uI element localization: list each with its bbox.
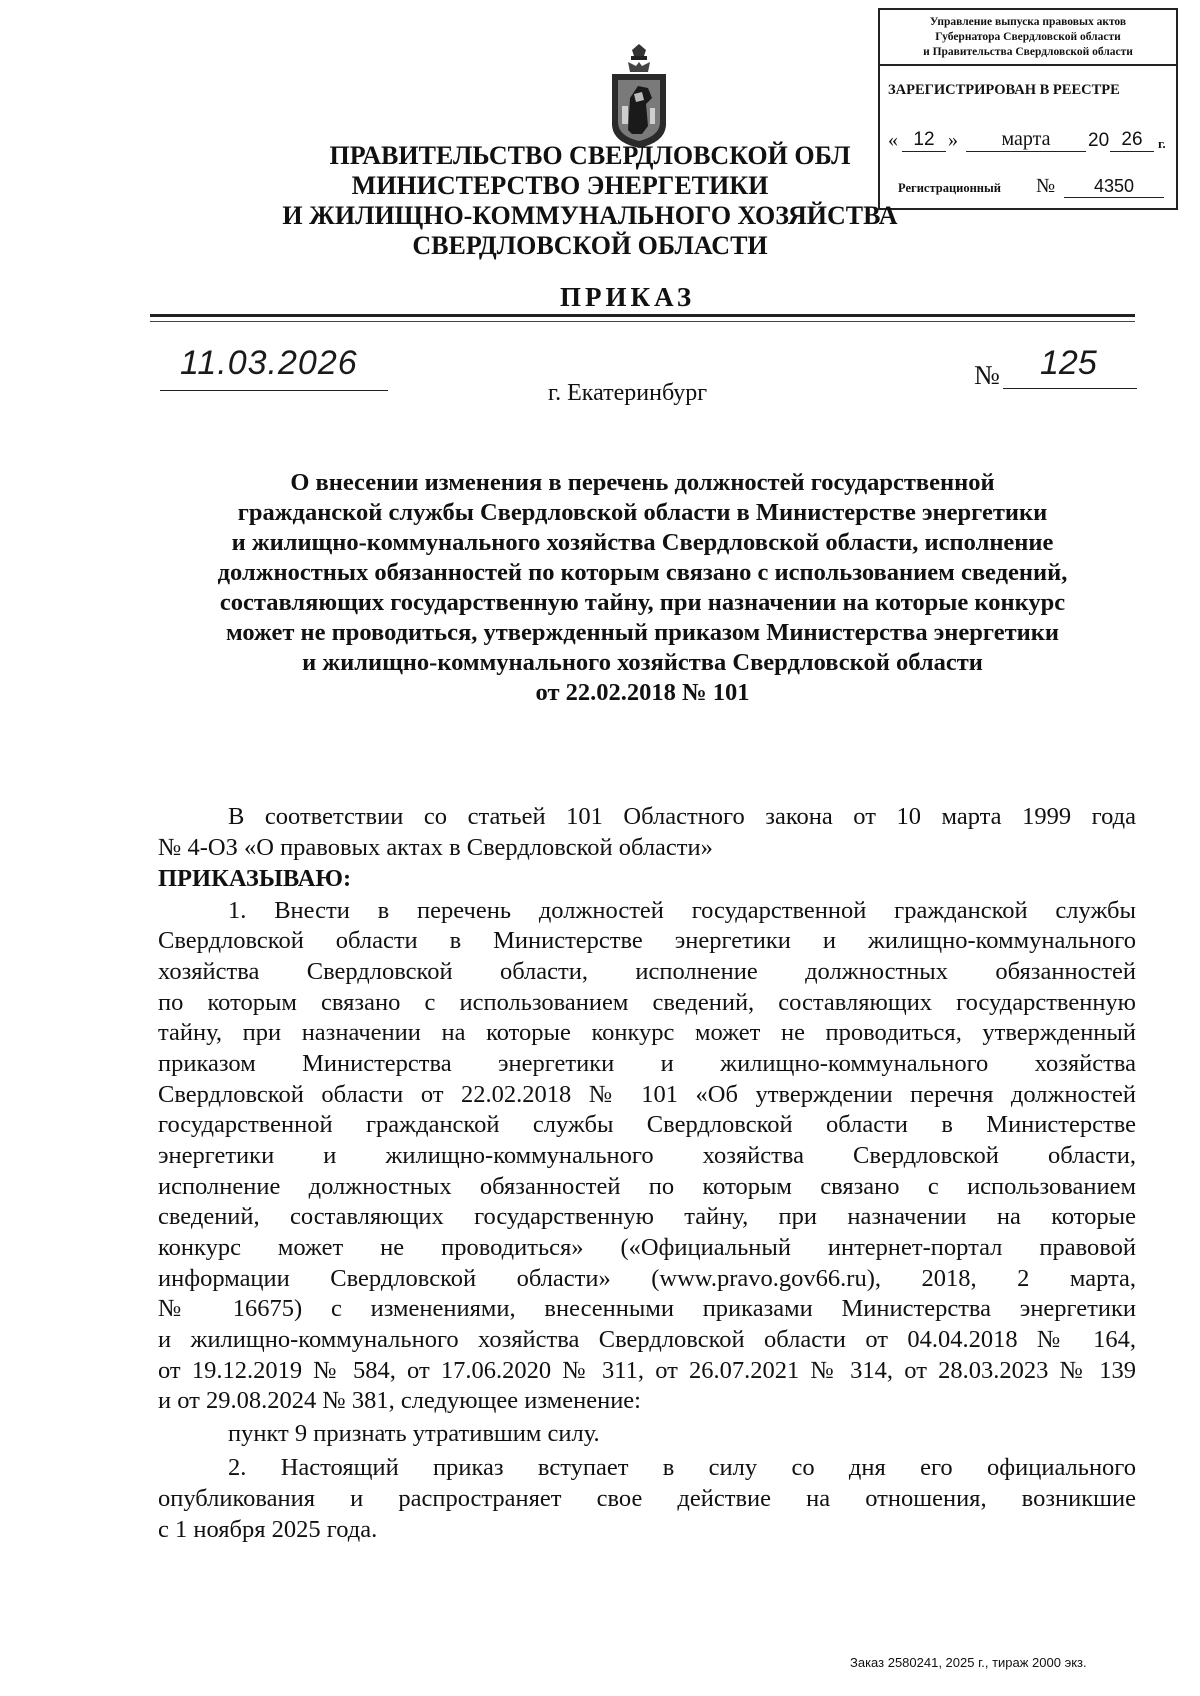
stamp-day: 12 <box>902 129 946 152</box>
print-footer: Заказ 2580241, 2025 г., тираж 2000 экз. <box>850 1655 1087 1670</box>
city: г. Екатеринбург <box>548 380 708 406</box>
item1-line: по которым связано с использованием сведений, составляющих государственную <box>158 989 1136 1016</box>
item1-line: от 19.12.2019 № 584, от 17.06.2020 № 311, от 26.07.2021 № 314, от 28.03.2023 № 139 <box>158 1357 1136 1384</box>
item2-line: опубликования и распространяет свое действие на отношения, возникшие <box>158 1485 1136 1512</box>
item1-line: тайну, при назначении на которые конкурс может не проводиться, утвержденный <box>158 1019 1136 1046</box>
item2-line: 2. Настоящий приказ вступает в силу со дня его официального <box>228 1454 1136 1481</box>
header-line-region: СВЕРДЛОВСКОЙ ОБЛАСТИ <box>412 231 768 260</box>
stamp-reg-value: 4350 <box>1064 176 1164 198</box>
header-line-government: ПРАВИТЕЛЬСТВО СВЕРДЛОВСКОЙ ОБЛ <box>329 141 851 170</box>
item1-line: сведений, составляющих государственную тайну, при назначении на которые <box>158 1203 1136 1230</box>
stamp-quote-open: « <box>888 129 898 151</box>
registration-stamp <box>878 8 1178 210</box>
item1-line: информации Свердловской области» (www.pravo.gov66.ru), 2018, 2 марта, <box>158 1265 1136 1292</box>
item1-subpoint: пункт 9 признать утратившим силу. <box>228 1420 600 1447</box>
stamp-no-sign: № <box>1036 175 1056 197</box>
title-line: может не проводиться, утвержденный приказом Министерства энергетики <box>226 619 1059 646</box>
item1-line: Свердловской области в Министерстве энергетики и жилищно-коммунального <box>158 927 1136 954</box>
order-title <box>150 468 1135 708</box>
stamp-date <box>888 126 1172 152</box>
order-word: ПРИКАЗЫВАЮ: <box>158 865 352 892</box>
stamp-header-line: Губернатора Свердловской области <box>935 31 1121 43</box>
item1-line: государственной гражданской службы Свердловской области в Министерстве <box>158 1111 1136 1138</box>
preamble-line: В соответствии со статьей 101 Областного закона от 10 марта 1999 года <box>228 803 1136 830</box>
item1-line: исполнение должностных обязанностей по которым связано с использованием <box>158 1173 1136 1200</box>
stamp-quote-close: » <box>948 129 958 151</box>
title-line: от 22.02.2018 № 101 <box>535 679 750 706</box>
number-sign: № <box>974 360 1000 390</box>
document-type: ПРИКАЗ <box>560 282 696 312</box>
coat-of-arms-emblem <box>608 42 670 150</box>
item1-line: Свердловской области от 22.02.2018 № 101 «Об утверждении перечня должностей <box>158 1081 1136 1108</box>
stamp-year-mark: г. <box>1158 136 1166 151</box>
stamp-year-suffix: 26 <box>1110 129 1154 152</box>
preamble-line: № 4-ОЗ «О правовых актах в Свердловской области» <box>158 834 713 861</box>
title-line: гражданской службы Свердловской области в Министерстве энергетики <box>237 499 1048 526</box>
number-underline <box>1003 388 1137 389</box>
item2-line: с 1 ноября 2025 года. <box>158 1516 378 1543</box>
stamp-header <box>880 10 1176 66</box>
stamp-reg-label: Регистрационный <box>898 181 1001 195</box>
item1-line: и жилищно-коммунального хозяйства Свердловской области от 04.04.2018 № 164, <box>158 1326 1136 1353</box>
header-rule-thin <box>150 321 1135 322</box>
item1-line: и от 29.08.2024 № 381, следующее изменение: <box>158 1387 641 1414</box>
item1-line: энергетики и жилищно-коммунального хозяйства Свердловской области, <box>158 1142 1136 1169</box>
stamp-year-prefix: 20 <box>1088 130 1110 151</box>
item1-line: приказом Министерства энергетики и жилищно-коммунального хозяйства <box>158 1050 1136 1077</box>
title-line: и жилищно-коммунального хозяйства Свердловской области <box>302 649 983 676</box>
stamp-header-line: и Правительства Свердловской области <box>923 46 1133 58</box>
stamp-reg-number <box>898 172 1168 198</box>
stamp-header-line: Управление выпуска правовых актов <box>929 16 1127 28</box>
item1-line: № 16675) с изменениями, внесенными приказами Министерства энергетики <box>158 1295 1136 1322</box>
title-line: должностных обязанностей по которым связано с использованием сведений, <box>217 559 1068 586</box>
stamp-registered-label: ЗАРЕГИСТРИРОВАН В РЕЕСТРЕ <box>888 82 1120 98</box>
order-date: 11.03.2026 <box>180 344 358 382</box>
title-line: составляющих государственную тайну, при назначении на которые конкурс <box>219 589 1066 616</box>
header-rule <box>150 314 1135 317</box>
item1-line: конкурс может не проводиться» («Официальный интернет-портал правовой <box>158 1234 1136 1261</box>
item1-line: хозяйства Свердловской области, исполнение должностных обязанностей <box>158 958 1136 985</box>
title-line: и жилищно-коммунального хозяйства Свердловской области, исполнение <box>231 529 1054 556</box>
title-line: О внесении изменения в перечень должностей государственной <box>290 469 995 496</box>
item1-line: 1. Внести в перечень должностей государственной гражданской службы <box>228 897 1136 924</box>
order-number: 125 <box>1040 344 1097 382</box>
header-line-housing: И ЖИЛИЩНО-КОММУНАЛЬНОГО ХОЗЯЙСТВА <box>282 201 898 230</box>
date-underline <box>160 390 388 391</box>
stamp-month: марта <box>966 128 1086 152</box>
header-line-ministry: МИНИСТЕРСТВО ЭНЕРГЕТИКИ <box>351 171 769 200</box>
